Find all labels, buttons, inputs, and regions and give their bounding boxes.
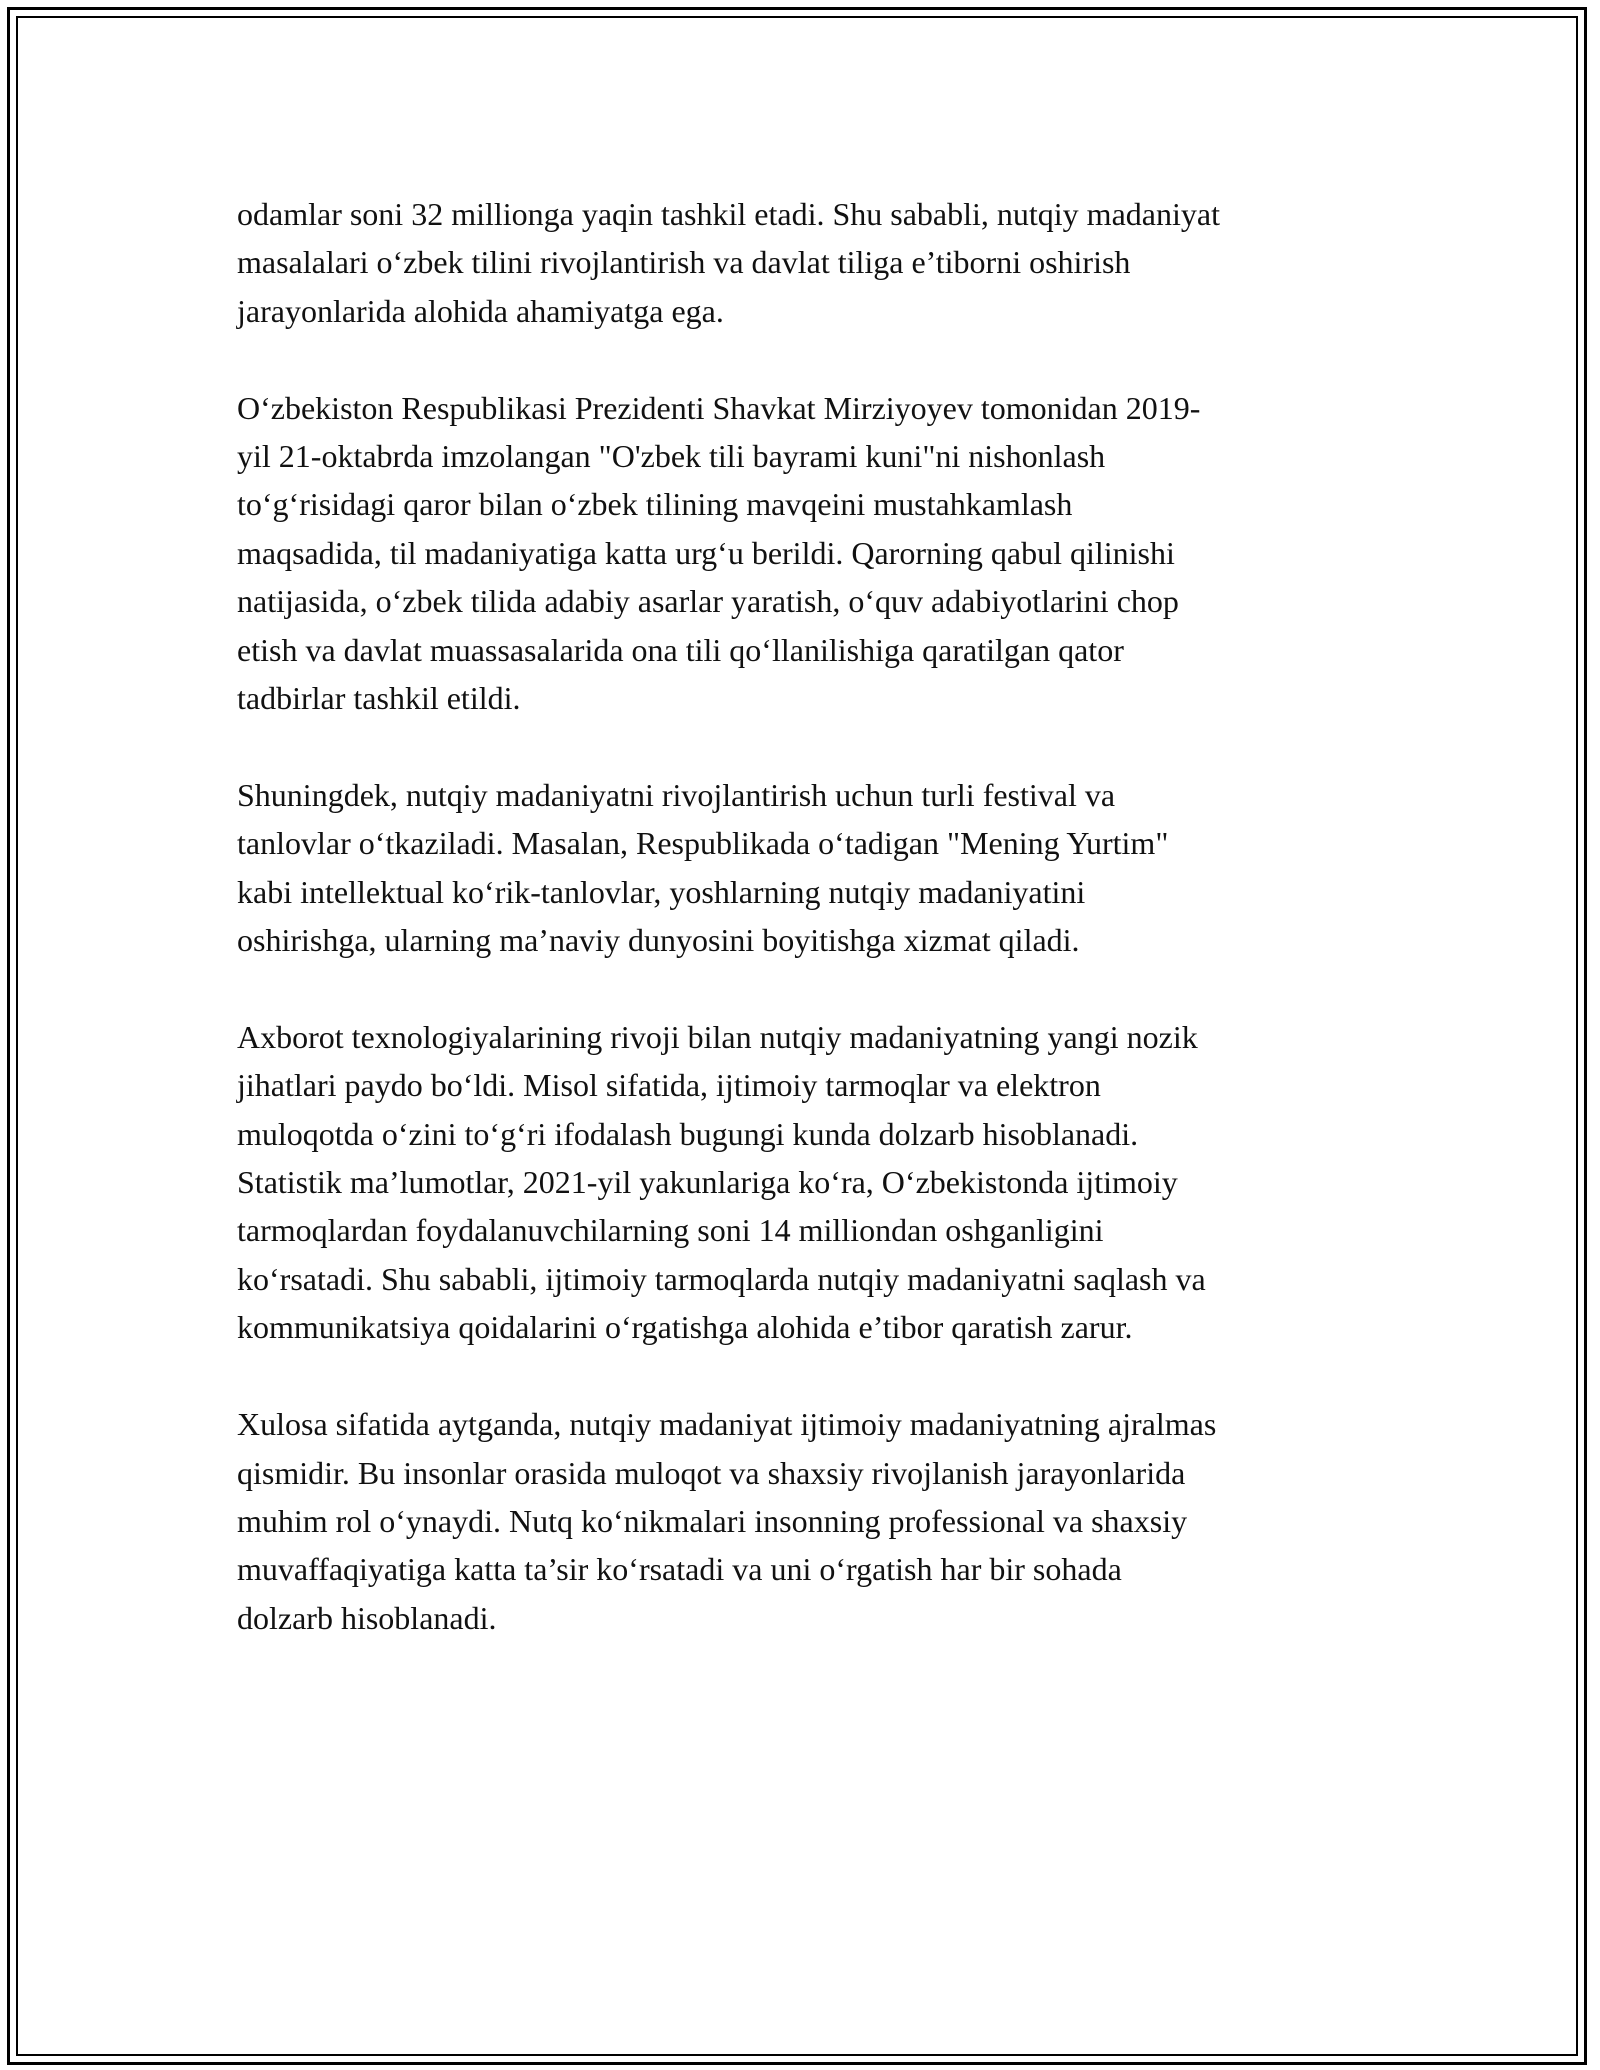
text-line: muloqotda o‘zini to‘g‘ri ifodalash bugungi kunda dolzarb hisoblanadi. xyxy=(237,1115,1139,1152)
text-line: Statistik ma’lumotlar, 2021-yil yakunlariga ko‘ra, O‘zbekistonda ijtimoiy xyxy=(237,1164,1178,1201)
text-line: kommunikatsiya qoidalarini o‘rgatishga alohida e’tibor qaratish zarur. xyxy=(237,1309,1133,1346)
text-line: dolzarb hisoblanadi. xyxy=(237,1599,497,1636)
text-line: Shuningdek, nutqiy madaniyatni rivojlantirish uchun turli festival va xyxy=(237,776,1116,813)
text-line: odamlar soni 32 millionga yaqin tashkil etadi. Shu sababli, nutqiy madaniyat xyxy=(237,196,1220,232)
text-line: Xulosa sifatida aytganda, nutqiy madaniyat ijtimoiy madaniyatning ajralmas xyxy=(237,1406,1217,1443)
text-line: to‘g‘risidagi qaror bilan o‘zbek tilining mavqeini mustahkamlash xyxy=(237,486,1073,523)
text-line: muhim rol o‘ynaydi. Nutq ko‘nikmalari insonning professional va shaxsiy xyxy=(237,1502,1188,1539)
paragraph-4 xyxy=(237,1013,1377,1352)
text-line: oshirishga, ularning ma’naviy dunyosini boyitishga xizmat qiladi. xyxy=(237,922,1080,959)
text-line: tanlovlar o‘tkaziladi. Masalan, Respublikada o‘tadigan "Mening Yurtim" xyxy=(237,825,1169,862)
text-line: tarmoqlardan foydalanuvchilarning soni 14 milliondan oshganligini xyxy=(237,1212,1104,1249)
text-line: tadbirlar tashkil etildi. xyxy=(237,680,521,717)
text-line: O‘zbekiston Respublikasi Prezidenti Shavkat Mirziyoyev tomonidan 2019- xyxy=(237,389,1201,426)
text-line: kabi intellektual ko‘rik-tanlovlar, yoshlarning nutqiy madaniyatini xyxy=(237,873,1086,910)
paragraph-1 xyxy=(237,190,1377,335)
text-line: maqsadida, til madaniyatiga katta urg‘u berildi. Qarorning qabul qilinishi xyxy=(237,534,1175,571)
text-line: muvaffaqiyatiga katta ta’sir ko‘rsatadi va uni o‘rgatish har bir sohada xyxy=(237,1551,1122,1588)
text-line: jihatlari paydo bo‘ldi. Misol sifatida, ijtimoiy tarmoqlar va elektron xyxy=(237,1067,1101,1104)
paragraph-2 xyxy=(237,384,1377,723)
text-line: masalalari o‘zbek tilini rivojlantirish va davlat tiliga e’tiborni oshirish xyxy=(237,244,1131,281)
text-line: Axborot texnologiyalarining rivoji bilan nutqiy madaniyatning yangi nozik xyxy=(237,1018,1198,1055)
text-line: natijasida, o‘zbek tilida adabiy asarlar yaratish, o‘quv adabiyotlarini chop xyxy=(237,583,1179,620)
paragraph-5 xyxy=(237,1400,1377,1642)
document-body xyxy=(237,190,1377,1691)
text-line: ko‘rsatadi. Shu sababli, ijtimoiy tarmoqlarda nutqiy madaniyatni saqlash va xyxy=(237,1260,1206,1297)
text-line: qismidir. Bu insonlar orasida muloqot va shaxsiy rivojlanish jarayonlarida xyxy=(237,1454,1186,1491)
text-line: yil 21-oktabrda imzolangan "O'zbek tili bayrami kuni"ni nishonlash xyxy=(237,438,1106,475)
paragraph-3 xyxy=(237,771,1377,965)
text-line: etish va davlat muassasalarida ona tili qo‘llanilishiga qaratilgan qator xyxy=(237,631,1124,668)
text-line: jarayonlarida alohida ahamiyatga ega. xyxy=(237,292,724,329)
